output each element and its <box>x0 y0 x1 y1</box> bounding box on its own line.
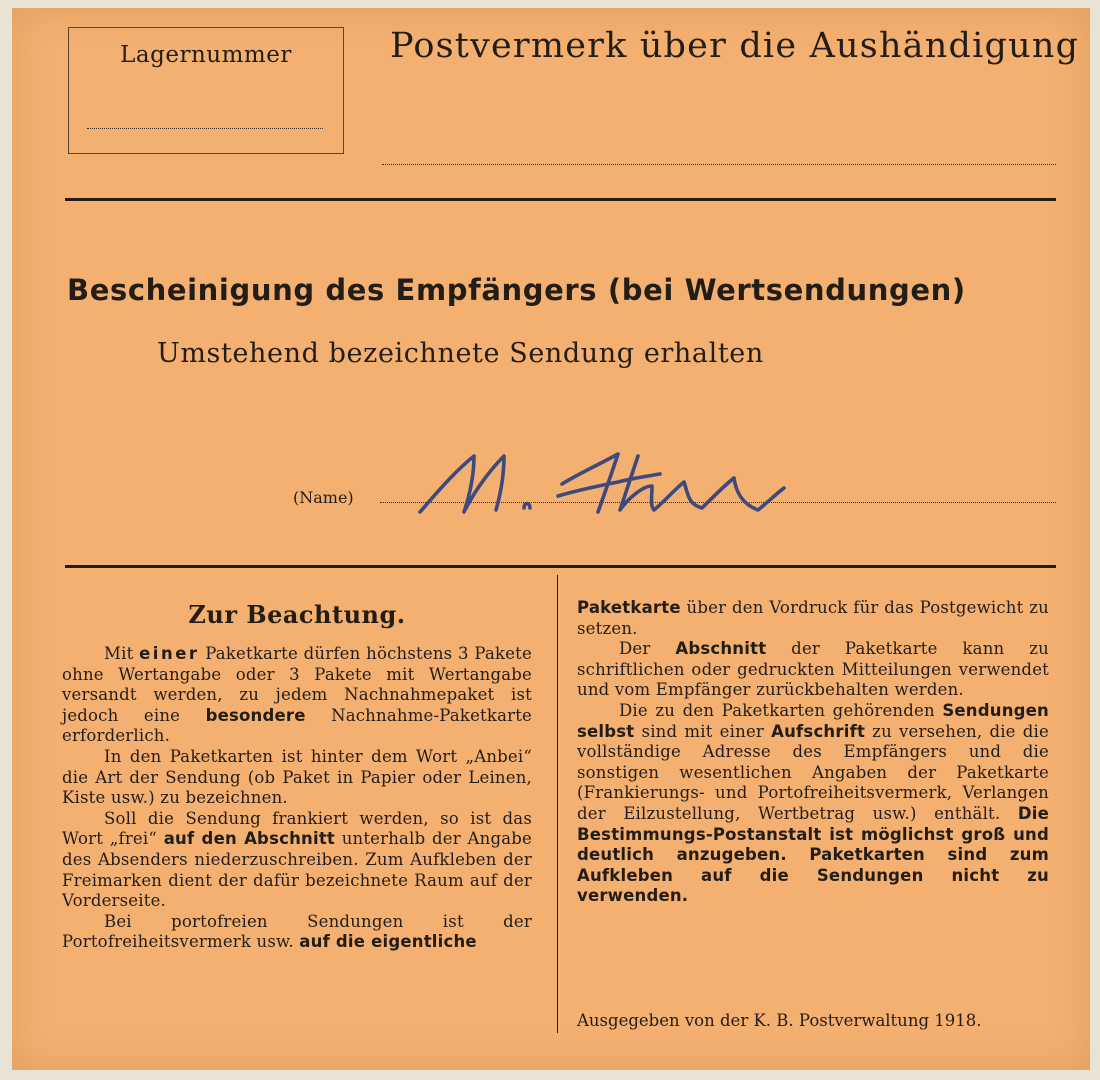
emphasis: Aufschrift <box>771 721 866 741</box>
emphasis: einer <box>139 644 200 663</box>
column-divider <box>557 575 558 1033</box>
handwritten-signature <box>412 438 792 528</box>
storage-number-line <box>87 128 323 129</box>
text: Bei portofreien Sendungen ist der Portofreiheitsvermerk usw. <box>62 911 532 952</box>
middle-divider <box>65 565 1056 568</box>
text: über den Vordruck für das Postgewicht zu setzen. <box>577 598 1049 638</box>
notice-paragraph-6 <box>577 639 1049 701</box>
notice-paragraph-2: In den Paketkarten ist hinter dem Wort „Anbei“ die Art der Sendung (ob Paket in Papier oder Leinen, Kiste usw.) zu bezeichnen. <box>62 746 532 808</box>
notice-paragraph-3 <box>62 809 532 912</box>
notice-left-column <box>62 644 532 953</box>
recipient-certificate-title: Bescheinigung des Empfängers (bei Wertsendungen) <box>67 273 966 307</box>
emphasis: besondere <box>205 705 306 725</box>
emphasis: Abschnitt <box>675 639 767 659</box>
text: Soll die Sendung frankiert werden, so ist das Wort „frei“ <box>62 808 532 849</box>
storage-number-box <box>68 27 344 154</box>
delivery-note-title: Postvermerk über die Aushändigung <box>390 26 1080 66</box>
emphasis: Paketkarte <box>577 598 681 617</box>
text: Mit <box>104 644 140 663</box>
text: unterhalb der Angabe des Absenders niederzuschreiben. Zum Aufkleben der Freimarken dient der dafür bezeichnete Raum auf der Vorderseite. <box>62 829 532 911</box>
top-divider <box>65 198 1056 201</box>
issued-by-footer: Ausgegeben von der K. B. Postverwaltung 1918. <box>577 1011 982 1030</box>
text: Der <box>619 639 676 659</box>
received-statement: Umstehend bezeichnete Sendung erhalten <box>157 338 764 369</box>
text: der Paketkarte kann zu schriftlichen oder gedruckten Mitteilungen verwendet und vom Empfänger zurückbehalten werden. <box>577 639 1049 700</box>
parcel-card-back <box>12 8 1090 1070</box>
text: Die zu den Paketkarten gehörenden <box>619 700 943 720</box>
notice-paragraph-7 <box>577 701 1049 907</box>
text: zu versehen, die die vollständige Adresse des Empfängers und die sonstigen wesentlichen Angaben der Paketkarte (Frankierungs- und Portofreiheitsvermerk, Verlangen der Eilzustellung, Wertbetrag usw.) enthält. <box>577 721 1049 823</box>
emphasis: auf den Abschnitt <box>163 829 335 849</box>
text: Nachnahme-Paketkarte erforderlich. <box>62 705 532 746</box>
storage-number-label: Lagernummer <box>120 42 292 68</box>
notice-right-column <box>577 598 1049 907</box>
emphasis: Die Bestimmungs-Postanstalt ist möglichst groß und deutlich anzugeben. Paketkarten sind zum Aufkleben auf die Sendungen nicht zu verwenden. <box>577 803 1049 906</box>
notice-paragraph-1 <box>62 644 532 747</box>
emphasis: Sendungen selbst <box>577 700 1049 741</box>
name-label: (Name) <box>293 488 354 507</box>
text: sind mit einer <box>634 721 772 741</box>
notice-paragraph-4 <box>62 912 532 953</box>
notice-paragraph-5 <box>577 598 1049 639</box>
delivery-note-line <box>382 164 1056 165</box>
notice-heading: Zur Beachtung. <box>188 600 406 629</box>
text: Paketkarte dürfen höchstens 3 Pakete ohne Wertangabe oder 3 Pakete mit Wertangabe versandt werden, zu jedem Nachnahmepaket ist jedoch eine <box>62 644 532 725</box>
emphasis: auf die eigentliche <box>299 932 477 952</box>
